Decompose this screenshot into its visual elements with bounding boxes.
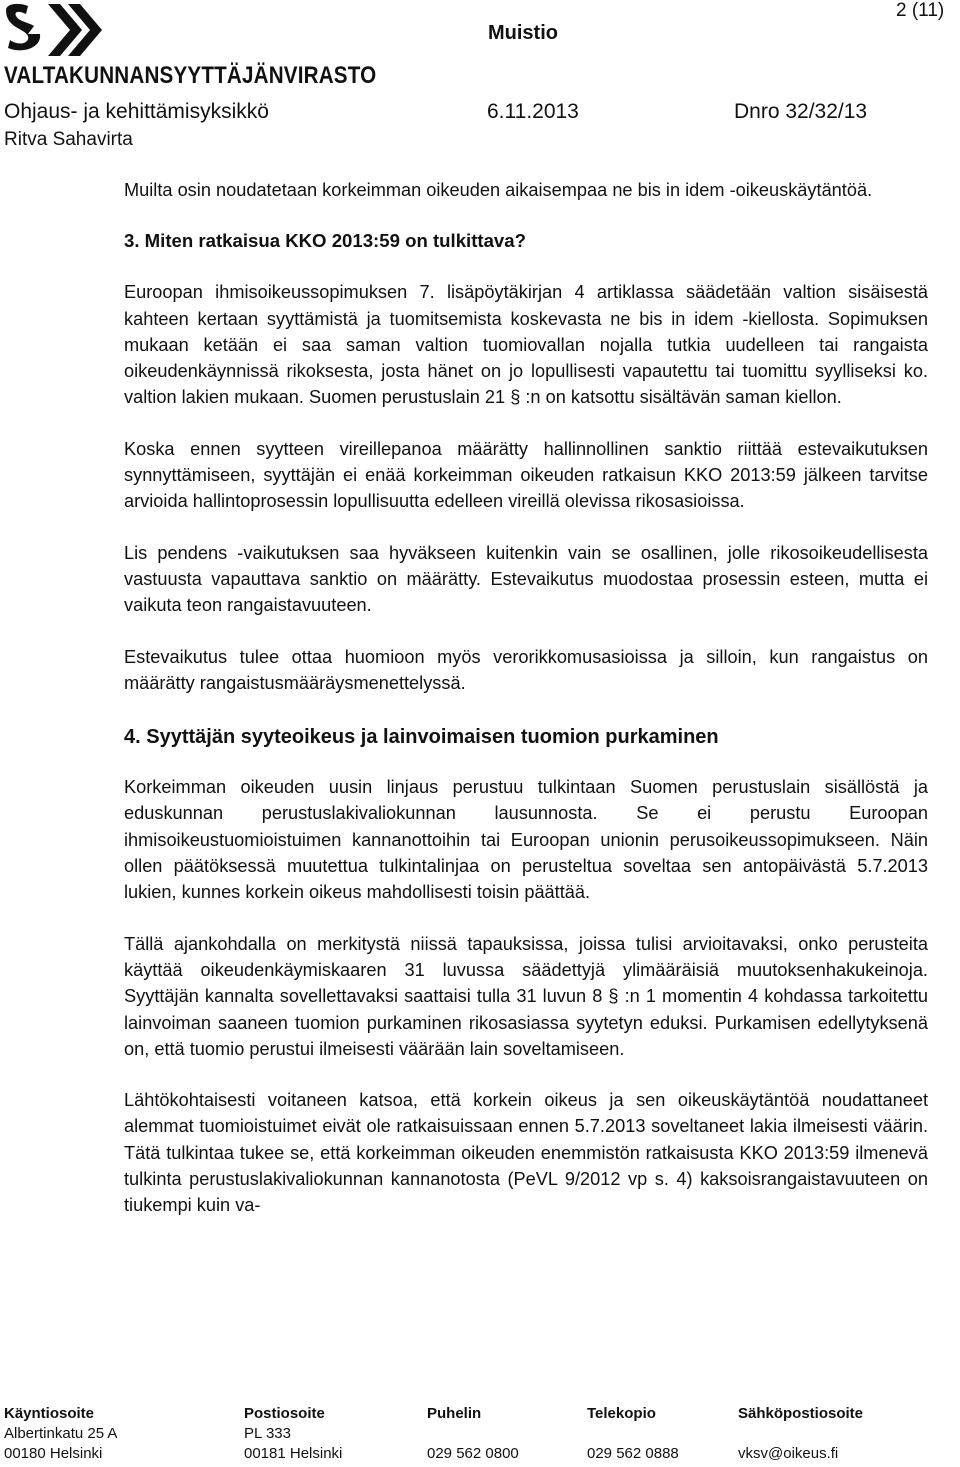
section-heading-3: 3. Miten ratkaisua KKO 2013:59 on tulkittava? [124,230,526,252]
footer-label: Postiosoite [244,1405,325,1422]
agency-logo [4,2,104,58]
footer-value: 00181 Helsinki [244,1445,343,1462]
paragraph: Lis pendens -vaikutuksen saa hyväkseen kuitenkin vain se osallinen, jolle rikosoikeudellisesta vastuusta vapauttava sanktio on määrätty. Estevaikutus muodostaa prosessin esteen, mutta ei vaikuta teon rangaistavuuteen. [124,542,928,616]
footer-phone [427,1404,519,1464]
footer-label: Sähköpostiosoite [738,1405,864,1422]
footer-value: vksv@oikeus.fi [738,1445,839,1462]
document-number: Dnro 32/32/13 [734,100,868,123]
unit-name: Ohjaus- ja kehittämisyksikkö [4,100,269,123]
document-body [124,177,928,1244]
paragraph: Korkeimman oikeuden uusin linjaus perustuu tulkintaan Suomen perustuslain sisällöstä ja eduskunnan perustuslakivaliokunnan lausunnosta. Se ei perustu Euroopan ihmisoikeustuomioistuimen kannanottoihin tai Euroopan unionin perusoikeussopimukseen. Näin ollen päätöksessä muutettua tulkintalinjaa on perusteltua soveltaa sen antopäivästä 5.7.2013 lukien, kunnes korkein oikeus mahdollisesti toisin päättää. [124,777,928,903]
footer-post-address [244,1404,342,1464]
paragraph: Lähtökohtaisesti voitaneen katsoa, että korkein oikeus ja sen oikeuskäytäntöä noudattaneet alemmat tuomioistuimet eivät ole ratkaisuissaan ennen 5.7.2013 soveltaneet lakia ilmeisesti väärin. Tätä tulkintaa tukee se, että korkeimman oikeuden enemmistön ratkaisusta KKO 2013:59 ilmenevä tulkinta perustuslakivaliokunnan kannanotosta (PeVL 9/2012 vp s. 4) kaksoisrangaistavuuteen on tiukempi kuin va- [124,1090,928,1216]
paragraph: Muilta osin noudatetaan korkeimman oikeuden aikaisempaa ne bis in idem -oikeuskäytäntöä. [124,180,873,200]
agency-name: VALTAKUNNANSYYTTÄJÄNVIRASTO [4,62,377,89]
footer-value: PL 333 [244,1425,291,1442]
document-date: 6.11.2013 [487,100,579,123]
document-type: Muistio [488,22,558,44]
paragraph: Estevaikutus tulee ottaa huomioon myös verorikkomusasioissa ja silloin, kun rangaistus on määrätty rangaistusmääräysmenettelyssä. [124,646,928,693]
section-heading-4: 4. Syyttäjän syyteoikeus ja lainvoimaisen tuomion purkaminen [124,726,719,749]
agency-logo-icon [4,2,104,58]
paragraph: Tällä ajankohdalla on merkitystä niissä tapauksissa, joissa tulisi arvioitavaksi, onko perusteita käyttää oikeudenkäymiskaaren 31 luvussa säädettyjä ylimääräisiä muutoksenhakukeinoja. Syyttäjän kannalta sovellettavaksi saattaisi tulla 31 luvun 8 § :n 1 momentin 4 kohdassa tarkoitettu lainvoiman saaneen tuomion purkaminen rikosasiassa syytetyn eduksi. Purkamisen edellytyksenä on, että tuomio perustui ilmeisesti väärään lain soveltamiseen. [124,933,928,1059]
author-name: Ritva Sahavirta [4,129,133,150]
footer-value: 00180 Helsinki [4,1445,103,1462]
paragraph: Koska ennen syytteen vireillepanoa määrätty hallinnollinen sanktio riittää estevaikutuksen synnyttämiseen, syyttäjän ei enää korkeimman oikeuden ratkaisun KKO 2013:59 jälkeen tarvitse arvioida hallintoprosessin lopullisuutta edelleen vireillä olevissa rikosasioissa. [124,438,928,512]
footer-value: Albertinkatu 25 A [4,1425,118,1442]
footer-label: Käyntiosoite [4,1405,95,1422]
footer-value: 029 562 0888 [587,1445,679,1462]
paragraph: Euroopan ihmisoikeussopimuksen 7. lisäpöytäkirjan 4 artiklassa säädetään valtion sisäisestä kahteen kertaan syyttämistä ja tuomitsemista koskevasta ne bis in idem -kiellosta. Sopimuksen mukaan ketään ei saa saman valtion tuomiovallan nojalla tutkia uudelleen tai rangaista oikeudenkäynnissä rikoksesta, josta hänet on jo lopullisesti vapautettu tai tuomittu syylliseksi ko. valtion lakien mukaan. Suomen perustuslain 21 § :n on katsottu sisältävän saman kiellon. [124,282,928,408]
footer-email [738,1404,863,1464]
footer-value: 029 562 0800 [427,1445,519,1462]
page-number: 2 (11) [896,0,945,21]
footer-label: Telekopio [587,1405,656,1422]
footer-fax [587,1404,679,1464]
footer-label: Puhelin [427,1405,482,1422]
page-footer [0,1404,960,1467]
footer-visit-address [4,1404,117,1464]
